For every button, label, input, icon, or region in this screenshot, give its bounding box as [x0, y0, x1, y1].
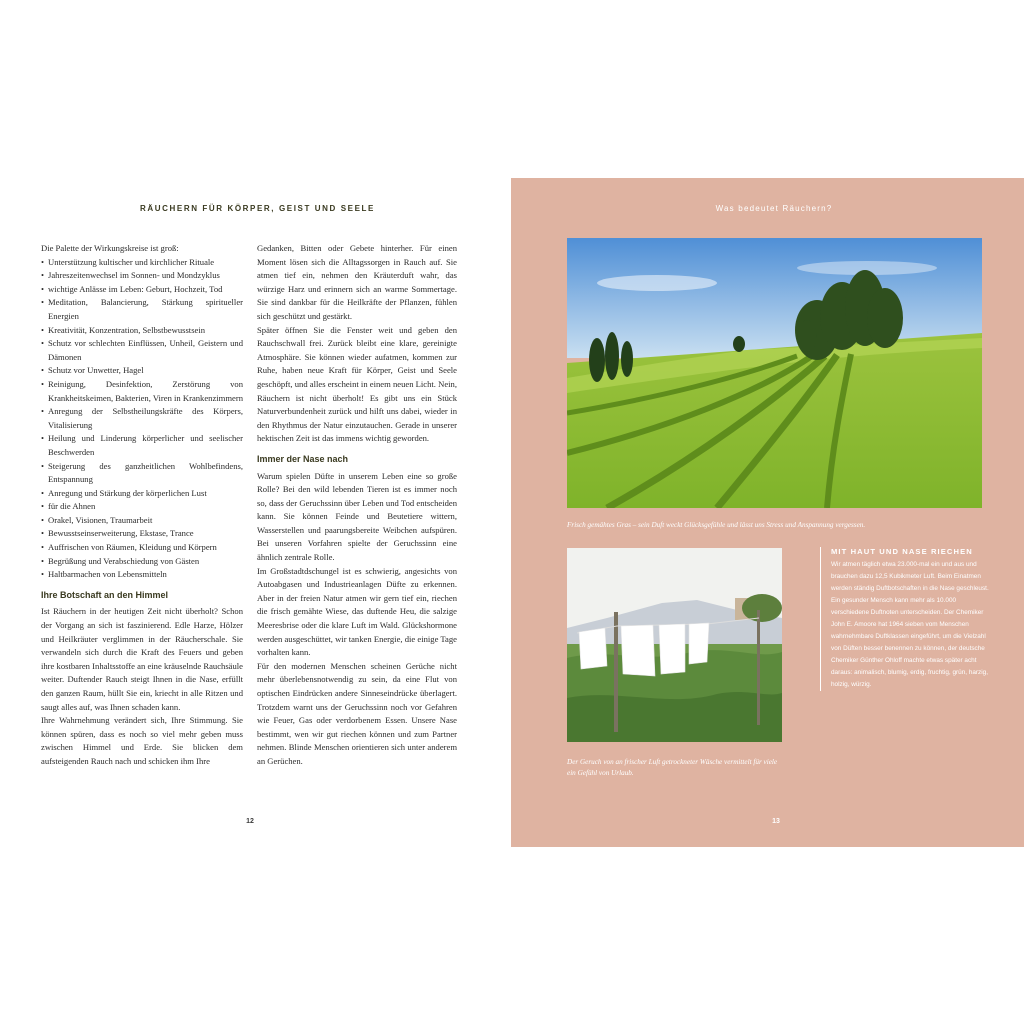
list-item: • für die Ahnen [41, 500, 243, 514]
meadow-caption: Frisch gemähtes Gras – sein Duft weckt Glücksgefühle und lässt uns Stress und Anspannung vergessen. [567, 521, 866, 529]
effects-list [41, 256, 243, 582]
meadow-photo [567, 238, 982, 508]
list-item: • Meditation, Balancierung, Stärkung spiritueller Energien [41, 296, 243, 323]
list-item: • Auffrischen von Räumen, Kleidung und Körpern [41, 541, 243, 555]
intro-text: Die Palette der Wirkungskreise ist groß: [41, 243, 179, 253]
list-item: • Orakel, Visionen, Traumarbeit [41, 514, 243, 528]
section-heading: Ihre Botschaft an den Himmel [41, 589, 169, 600]
body-paragraph: Ihre Wahrnehmung verändert sich, Ihre Stimmung. Sie können spüren, dass es noch so viel mehr geben muss zwischen Himmel und Erde. Sie blicken dem aufsteigenden Rauch nach und schicken ihm Ihre [41, 715, 243, 766]
running-head-right: Was bedeutet Räuchern? [715, 204, 833, 213]
laundry-photo [567, 548, 782, 742]
list-item: • Anregung und Stärkung der körperlichen Lust [41, 487, 243, 501]
sidebar-title: MIT HAUT UND NASE RIECHEN [831, 547, 973, 556]
sidebar-text: Wir atmen täglich etwa 23.000-mal ein und aus und brauchen dazu 12,5 Kubikmeter Luft. Beim Einatmen werden ständig Duftbotschaften in die Nase geschleust. Ein gesunder Mensch kann mehr als 10.000 verschiedene Duftnoten unterscheiden. Der Chemiker John E. Amoore hat 1964 sieben vom Menschen wahrnehmbare Duftklassen eingeführt, um die Vielzahl von Düften besser benennen zu können, der deutsche Chemiker Günther Ohloff machte etwas später acht daraus: animalisch, blumig, erdig, fruchtig, grün, harzig, holzig, würzig. [831, 561, 989, 688]
meadow-photo-illustration [567, 238, 982, 508]
list-item: • Steigerung des ganzheitlichen Wohlbefindens, Entspannung [41, 460, 243, 487]
laundry-caption: Der Geruch von an frischer Luft getrockneter Wäsche vermittelt für viele ein Gefühl von Urlaub. [567, 758, 778, 777]
left-column-2 [257, 242, 457, 769]
list-item: • Anregung der Selbstheilungskräfte des Körpers, Vitalisierung [41, 405, 243, 432]
list-item: • Reinigung, Desinfektion, Zerstörung von Krankheitskeimen, Bakterien, Viren in Krankenzimmern [41, 378, 243, 405]
list-item: • Unterstützung kultischer und kirchlicher Rituale [41, 256, 243, 270]
list-item: • Haltbarmachen von Lebensmitteln [41, 568, 243, 582]
body-paragraph: Warum spielen Düfte in unserem Leben eine so große Rolle? Bei den wild lebenden Tieren ist es immer noch so, dass der Geruchssinn über Leben und Tod entscheiden kann. Sie können Feinde und Beutetiere wittern, Wasserstellen und paarungsbereite Weibchen aufspüren. Bei unseren Vorfahren spielte der Geruchssinn eine ähnlich zentrale Rolle. [257, 470, 457, 563]
body-paragraph: Ist Räuchern in der heutigen Zeit nicht überholt? Schon der Vorgang an sich ist faszinierend. Edle Harze, Hölzer und Heilkräuter verglimmen in der Räucherschale. Sie verwandeln sich durch die Kraft des Feuers und geben ihre kostbaren Inhaltsstoffe an eine kräuselnde Rauchsäule weiter. Duftender Rauch steigt Ihnen in die Nase, erfüllt den ganzen Raum, hüllt Sie ein, kriecht in alle Ritzen und saugt alles auf, was Ihnen schaden kann. [41, 606, 243, 712]
left-column-1 [41, 242, 243, 769]
list-item: • Begrüßung und Verabschiedung von Gästen [41, 555, 243, 569]
list-item: • wichtige Anlässe im Leben: Geburt, Hochzeit, Tod [41, 283, 243, 297]
section-heading: Immer der Nase nach [257, 453, 349, 464]
laundry-photo-illustration [567, 548, 782, 742]
page-number-left: 12 [246, 818, 254, 825]
list-item: • Jahreszeitenwechsel im Sonnen- und Mondzyklus [41, 269, 243, 283]
sidebar-box [820, 547, 991, 691]
list-item: • Bewusstseinserweiterung, Ekstase, Trance [41, 527, 243, 541]
body-paragraph: Für den modernen Menschen scheinen Gerüche nicht mehr überlebensnotwendig zu sein, da eine Flut von optischen Eindrücken andere Sinneseindrücke überlagert. Trotzdem warnt uns der Geruchssinn noch vor Gefahren wie Feuer, Gas oder verdorbenem Essen. Unsere Nase bestimmt, wen wir gut riechen können und zum Partner nehmen. Blinde Menschen orientieren sich unter anderem an Gerüchen. [257, 660, 457, 766]
list-item: • Kreativität, Konzentration, Selbstbewusstsein [41, 324, 243, 338]
running-head-left: RÄUCHERN FÜR KÖRPER, GEIST UND SEELE [140, 204, 375, 213]
body-paragraph: Später öffnen Sie die Fenster weit und geben den Rauchschwall frei. Zurück bleibt eine klare, gereinigte Atmosphäre. Sie können wieder aufatmen, kommen zur Ruhe, haben neue Kraft für Körper, Geist und Seele geschöpft, und alles erscheint in einem neuen Licht. Nein, Räuchern ist nicht überholt! Es gibt uns ein Stück Naturverbundenheit zurück und hilft uns dabei, wieder in den Rhythmus der Natur einzutauchen. Gerade in unserer hektischen Zeit ist das immens wichtig geworden. [257, 324, 457, 444]
list-item: • Schutz vor Unwetter, Hagel [41, 364, 243, 378]
page-number-right: 13 [772, 818, 780, 825]
list-item: • Schutz vor schlechten Einflüssen, Unheil, Geistern und Dämonen [41, 337, 243, 364]
list-item: • Heilung und Linderung körperlicher und seelischer Beschwerden [41, 432, 243, 459]
body-paragraph: Im Großstadtdschungel ist es schwierig, angesichts von Autoabgasen und Industrieanlagen Düfte zu erkennen. Aber in der freien Natur atmen wir gern tief ein, riechen die frisch gemähte Wiese, das duftende Heu, die salzige Meeresbrise oder die klare Luft im Wald. Glückshormone werden ausgeschüttet, wir tanken Energie, die einige Tage vorhalten kann. [257, 565, 457, 658]
body-paragraph: Gedanken, Bitten oder Gebete hinterher. Für einen Moment lösen sich die Alltagssorgen in Rauch auf. Sie atmen tief ein, nehmen den Kräuterduft wahr, das würzige Harz und erinnern sich an warme Sommertage. Sie sind dankbar für die Heilkräfte der Pflanzen, fühlen sich geschützt und gestärkt. [257, 243, 457, 321]
